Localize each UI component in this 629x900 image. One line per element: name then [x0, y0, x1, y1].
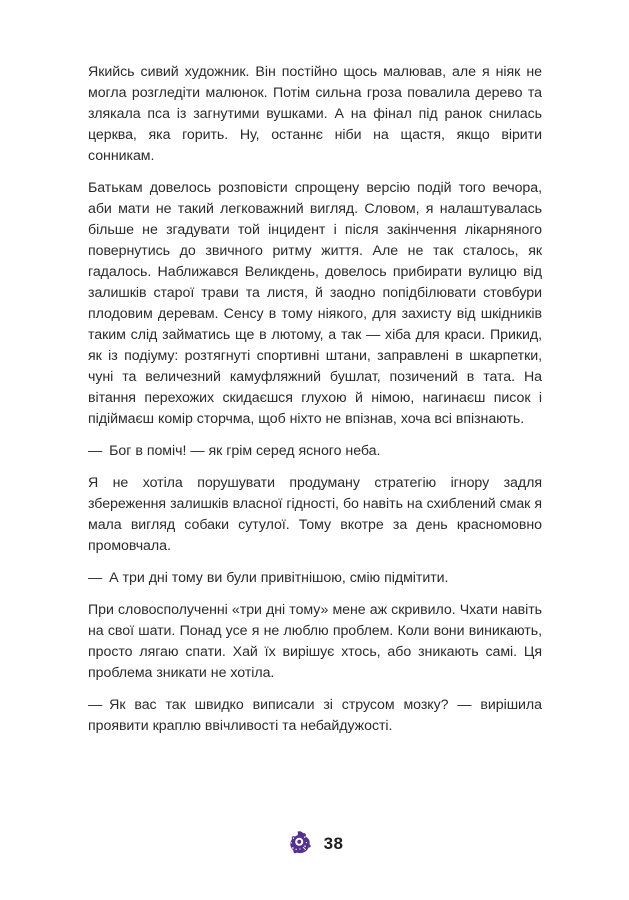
- flower-blob-ornament-icon: [286, 830, 313, 857]
- dialogue-text: А три дні тому ви були привітнішою, смію підмітити.: [109, 570, 449, 586]
- paragraph-problems: При словосполученні «три дні тому» мене аж скривило. Чхати навіть на свої шати. Понад усе я не люблю проблем. Коли вони виникають, просто лягаю спати. Хай їх вирішує хтось, або зникають самі. Ця проблема зникати не хотіла.: [88, 602, 542, 681]
- page-number: 38: [323, 834, 344, 853]
- dialogue-concussion-question: [88, 695, 542, 737]
- em-dash-icon: —: [88, 697, 103, 713]
- page-footer: [0, 830, 629, 857]
- paragraph-parents-version: Батькам довелось розповісти спрощену версію подій того вечора, аби мати не такий легковажний вигляд. Словом, я налаштувалась більше не згадувати той інцидент і після закінчення лікарняного повернутись до звичного ритму життя. Але не так сталось, як гадалось. Наближався Великдень, довелось прибирати вулицю від залишків старої трави та листя, й заодно попідбілювати стовбури плодовим деревам. Сенсу в тому ніякого, для захисту від шкідників таким слід займатись ще в лютому, а так — хіба для краси. Прикид, як із подіуму: розтягнуті спортивні штани, заправлені в шкарпетки, чуні та величезний камуфляжний бушлат, позичений в тата. На вітання перехожих скидаєшся глухою й німою, нагинаєш писок і підіймаєш комір сторчма, щоб ніхто не впізнав, хоча всі впізнають.: [88, 180, 542, 427]
- em-dash-icon: —: [88, 443, 103, 459]
- paragraph-ignore-strategy: Я не хотіла порушувати продуману стратегію ігнору задля збереження залишків власної гідності, бо навіть на схиблений смак я мала вигляд собаки сутулої. Тому вкотре за день красномовно промовчала.: [88, 475, 542, 554]
- dialogue-three-days-ago: [88, 568, 542, 589]
- dialogue-text: Бог в поміч! — як грім серед ясного неба.: [109, 443, 381, 459]
- dialogue-god-help: [88, 441, 542, 462]
- paragraph-dream-description: Якийсь сивий художник. Він постійно щось малював, але я ніяк не могла розгледіти малюнок. Потім сильна гроза повалила дерево та злякала пса із загнутими вушками. А на фінал під ранок снилась церква, яка горить. Ну, останнє ніби на щастя, якщо вірити сонникам.: [88, 64, 542, 164]
- em-dash-icon: —: [88, 570, 103, 586]
- page-text-column: [88, 62, 542, 737]
- dialogue-text: Як вас так швидко виписали зі струсом мозку? — вирішила проявити краплю ввічливості та небайдужості.: [88, 697, 542, 734]
